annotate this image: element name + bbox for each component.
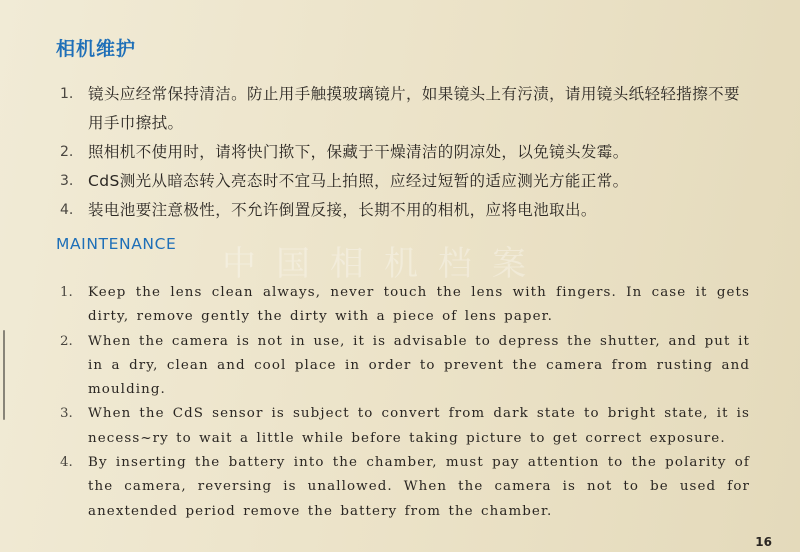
item-text: 镜头应经常保持清洁。防止用手触摸玻璃镜片，如果镜头上有污渍，请用镜头纸轻轻揩擦不要用手巾擦拭。 bbox=[88, 85, 740, 132]
item-text: Keep the lens clean always, never touch the lens with fingers. In case it gets dirty, remove gently the dirty with a piece of lens paper. bbox=[88, 285, 750, 325]
english-section-title: MAINTENANCE bbox=[56, 235, 177, 253]
list-item bbox=[60, 281, 750, 330]
item-text: 装电池要注意极性，不允许倒置反接，长期不用的相机，应将电池取出。 bbox=[88, 201, 597, 219]
item-text: 照相机不使用时，请将快门揿下，保藏于干燥清洁的阴凉处，以免镜头发霉。 bbox=[88, 143, 629, 161]
page-number: 16 bbox=[755, 535, 772, 549]
watermark: 中国相机档案 bbox=[222, 244, 546, 284]
chinese-maintenance-list bbox=[60, 80, 750, 225]
item-number: 2. bbox=[60, 144, 74, 160]
item-number: 2. bbox=[60, 333, 73, 349]
list-item bbox=[60, 402, 750, 451]
list-item bbox=[60, 167, 750, 196]
item-text: When the camera is not in use, it is advisable to depress the shutter, and put it in a dry, clean and cool place in order to prevent the camera from rusting and moulding. bbox=[88, 333, 750, 398]
item-text: CdS测光从暗态转入亮态时不宜马上拍照，应经过短暂的适应测光方能正常。 bbox=[88, 172, 629, 190]
item-number: 1. bbox=[60, 86, 74, 102]
item-number: 4. bbox=[60, 202, 74, 218]
item-number: 3. bbox=[60, 173, 74, 189]
list-item bbox=[60, 138, 750, 167]
item-text: By inserting the battery into the chamber, must pay attention to the polarity of the camera, reversing is unallowed. When the camera is not to be used for anextended period remove the battery from the chamber. bbox=[88, 455, 750, 519]
item-number: 4. bbox=[60, 455, 73, 471]
chinese-section-title: 相机维护 bbox=[56, 38, 137, 60]
item-number: 3. bbox=[60, 406, 73, 422]
item-number: 1. bbox=[60, 285, 73, 300]
list-item bbox=[60, 80, 750, 138]
english-maintenance-list bbox=[60, 281, 750, 524]
list-item bbox=[60, 451, 750, 524]
item-text: When the CdS sensor is subject to convert from dark state to bright state, it is necess~ry to wait a little while before taking picture to get correct exposure. bbox=[88, 406, 750, 446]
list-item bbox=[60, 196, 750, 225]
list-item bbox=[60, 330, 750, 403]
binding-edge-mark bbox=[3, 330, 5, 420]
